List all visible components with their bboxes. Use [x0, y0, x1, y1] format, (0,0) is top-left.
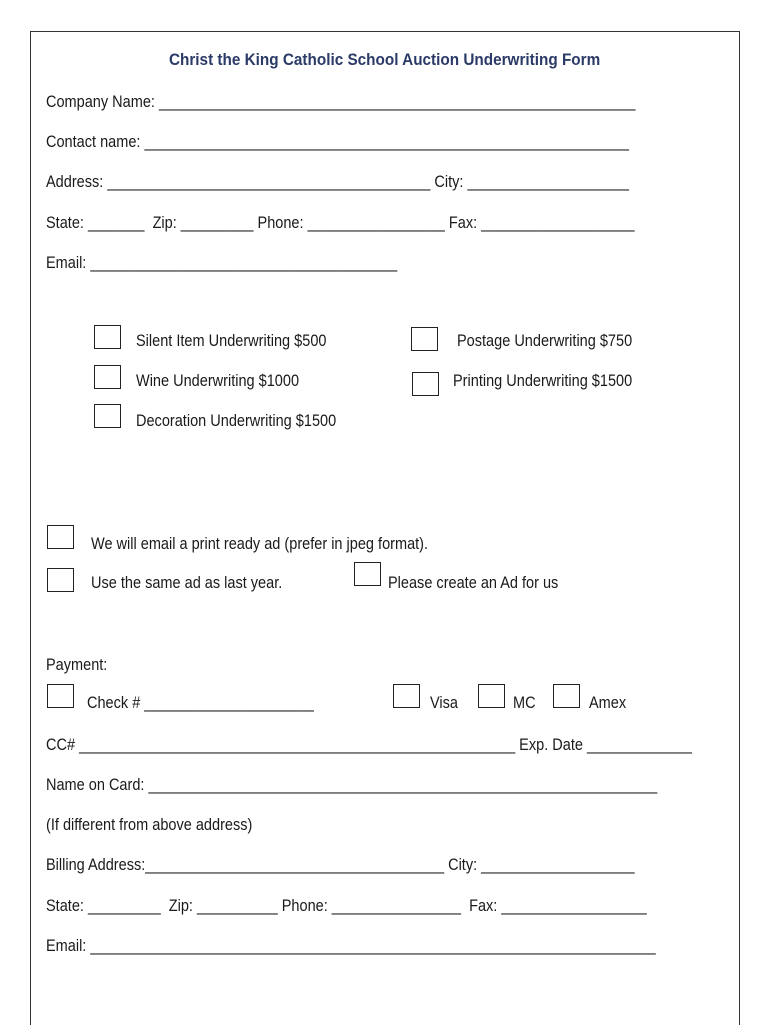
same-ad-label: Use the same ad as last year. [91, 574, 283, 592]
mc-checkbox[interactable] [478, 684, 505, 708]
name-on-card-field[interactable]: Name on Card: _______________________________________________________________ [46, 776, 658, 794]
decoration-checkbox[interactable] [94, 404, 121, 428]
postage-checkbox[interactable] [411, 327, 438, 351]
postage-label: Postage Underwriting $750 [457, 332, 633, 350]
email-ad-checkbox[interactable] [47, 525, 74, 549]
amex-label: Amex [589, 694, 627, 712]
create-ad-checkbox[interactable] [354, 562, 381, 586]
printing-checkbox[interactable] [412, 372, 439, 396]
decoration-label: Decoration Underwriting $1500 [136, 412, 337, 430]
billing-address-field[interactable]: Billing Address:_____________________________________ City: ___________________ [46, 856, 635, 874]
email-field[interactable]: Email: ______________________________________ [46, 254, 398, 272]
create-ad-label: Please create an Ad for us [388, 574, 559, 592]
same-ad-checkbox[interactable] [47, 568, 74, 592]
silent-item-label: Silent Item Underwriting $500 [136, 332, 327, 350]
check-checkbox[interactable] [47, 684, 74, 708]
wine-label: Wine Underwriting $1000 [136, 372, 300, 390]
mc-label: MC [513, 694, 536, 712]
visa-label: Visa [430, 694, 458, 712]
wine-checkbox[interactable] [94, 365, 121, 389]
silent-item-checkbox[interactable] [94, 325, 121, 349]
cc-exp-field[interactable]: CC# ______________________________________________________ Exp. Date _____________ [46, 736, 692, 754]
email-ad-label: We will email a print ready ad (prefer in jpeg format). [91, 535, 429, 553]
printing-label: Printing Underwriting $1500 [453, 372, 633, 390]
amex-checkbox[interactable] [553, 684, 580, 708]
if-different-note: (If different from above address) [46, 816, 253, 834]
form-title: Christ the King Catholic School Auction Underwriting Form [169, 50, 601, 69]
payment-label: Payment: [46, 656, 108, 674]
check-number-field[interactable]: Check # _____________________ [87, 694, 314, 712]
billing-email-field[interactable]: Email: ______________________________________________________________________ [46, 937, 656, 955]
billing-state-zip-phone-fax-field[interactable]: State: _________ Zip: __________ Phone: ________________ Fax: __________________ [46, 897, 647, 915]
address-city-field[interactable]: Address: ________________________________________ City: ____________________ [46, 173, 629, 191]
visa-checkbox[interactable] [393, 684, 420, 708]
state-zip-phone-fax-field[interactable]: State: _______ Zip: _________ Phone: _________________ Fax: ___________________ [46, 214, 635, 232]
contact-name-field[interactable]: Contact name: ____________________________________________________________ [46, 133, 629, 151]
company-name-field[interactable]: Company Name: ___________________________________________________________ [46, 93, 636, 111]
